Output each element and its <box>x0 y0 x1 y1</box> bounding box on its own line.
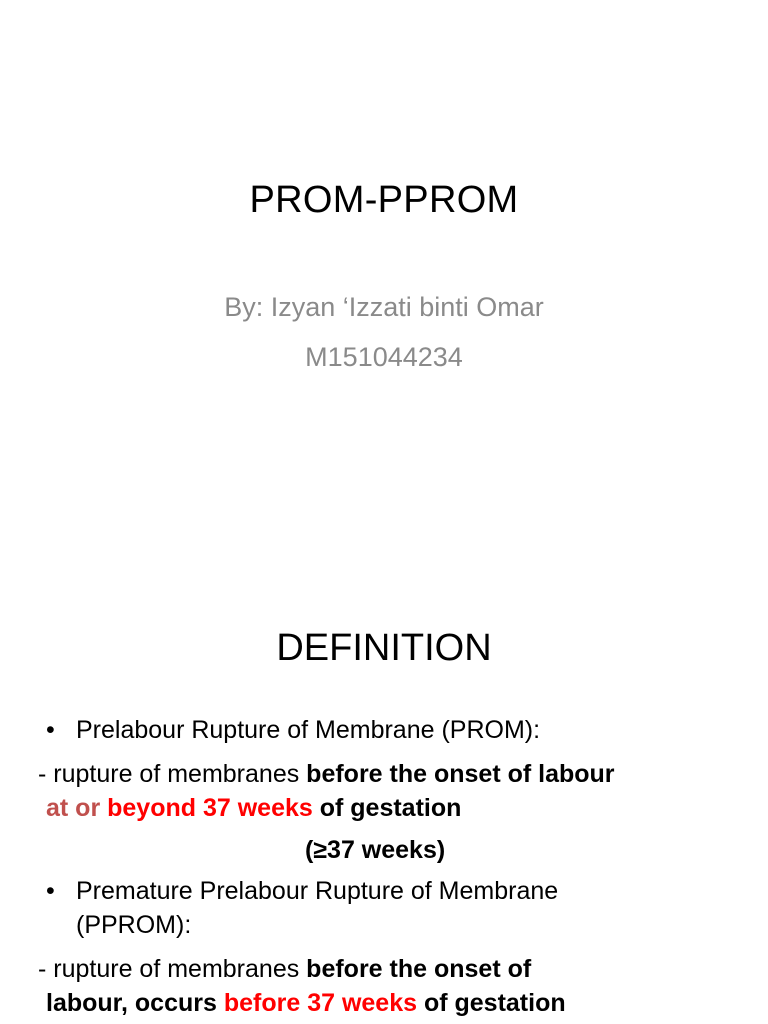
student-id-line: M151044234 <box>305 342 463 372</box>
prom-range-note: (≥37 weeks) <box>305 836 446 864</box>
prom-definition-line-2 <box>46 791 461 825</box>
bullet-icon: • <box>46 877 55 905</box>
prom-beyond-37-weeks: beyond 37 weeks <box>107 794 313 822</box>
author-line: By: Izyan ‘Izzati binti Omar <box>224 292 544 322</box>
pprom-bullet <box>46 874 558 908</box>
pprom-line1-bold: before the onset of <box>306 955 532 983</box>
bullet-icon: • <box>46 716 55 744</box>
pprom-definition-line-1 <box>38 952 531 986</box>
prom-definition-line-1 <box>38 757 615 791</box>
pprom-labour-occurs: labour, occurs <box>46 989 224 1017</box>
prom-line1-plain: - rupture of membranes <box>38 760 307 788</box>
prom-line1-bold: before the onset of labour <box>306 760 615 788</box>
pprom-label-line-2: (PPROM): <box>76 911 192 939</box>
pprom-line1-plain: - rupture of membranes <box>38 955 307 983</box>
pprom-label-line-1: Premature Prelabour Rupture of Membrane <box>76 877 559 905</box>
pprom-before-37-weeks: before 37 weeks <box>223 989 418 1017</box>
definition-slide <box>0 560 768 1024</box>
prom-label: Prelabour Rupture of Membrane (PROM): <box>76 716 541 744</box>
presentation-title: PROM-PPROM <box>249 179 519 221</box>
prom-bullet <box>46 713 540 747</box>
pprom-definition-line-2 <box>46 986 566 1020</box>
pprom-of-gestation: of gestation <box>417 989 566 1017</box>
prom-at-or: at or <box>46 794 108 822</box>
prom-of-gestation: of gestation <box>312 794 462 822</box>
definition-heading: DEFINITION <box>276 627 492 669</box>
